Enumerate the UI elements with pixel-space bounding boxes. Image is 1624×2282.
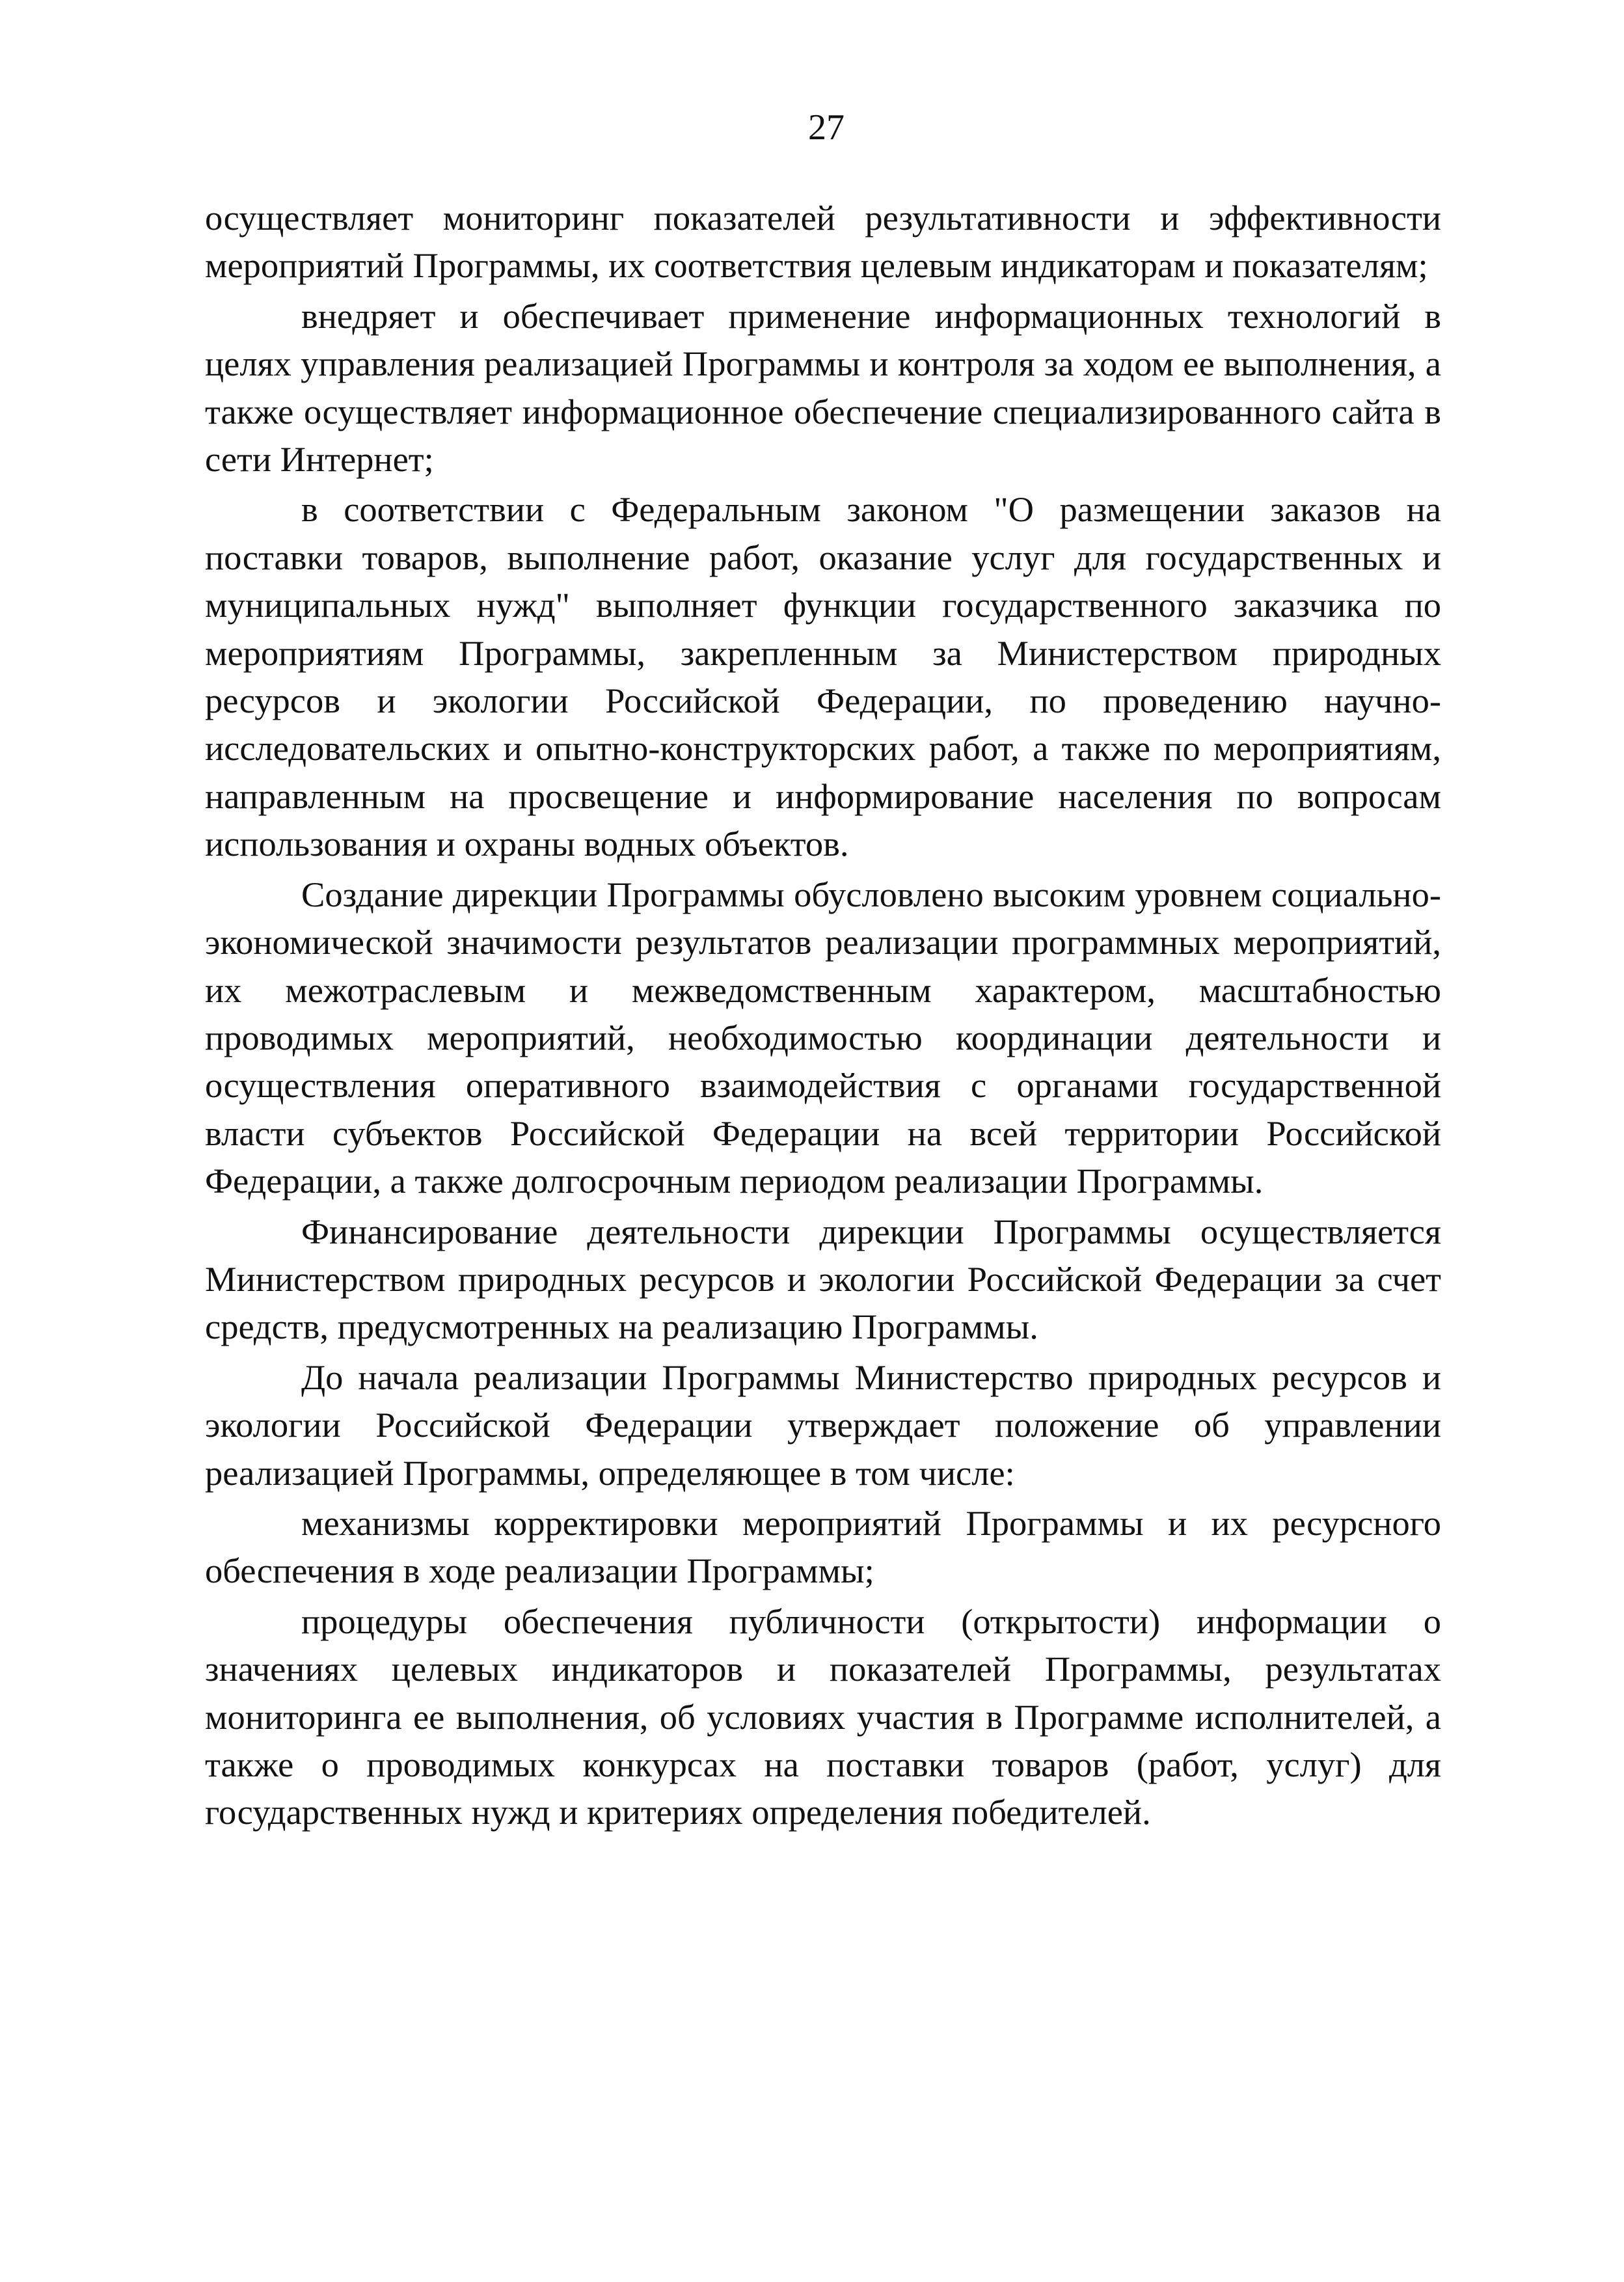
paragraph-directorate-creation: Создание дирекции Программы обусловлено высоким уровнем социально-экономической значимости результатов реализации программных мероприятий, их межотраслевым и межведомственным характером, масштабностью проводимых мероприятий, необходимостью координации деятельности и осуществления оперативного взаимодействия с органами государственной власти субъектов Российской Федерации на всей территории Российской Федерации, а также долгосрочным периодом реализации Программы. xyxy=(205,874,1441,1201)
paragraph-publicity-procedures: процедуры обеспечения публичности (открытости) информации о значениях целевых индикаторов и показателей Программы, результатах мониторинга ее выполнения, об условиях участия в Программе исполнителей, а также о проводимых конкурсах на поставки товаров (работ, услуг) для государственных нужд и критериях определения победителей. xyxy=(205,1601,1441,1832)
document-body xyxy=(205,194,1441,1839)
paragraph-management-regulation: До начала реализации Программы Министерство природных ресурсов и экологии Российской Федерации утверждает положение об управлении реализацией Программы, определяющее в том числе: xyxy=(205,1357,1441,1493)
paragraph-directorate-financing: Финансирование деятельности дирекции Программы осуществляется Министерством природных ресурсов и экологии Российской Федерации за счет средств, предусмотренных на реализацию Программы. xyxy=(205,1211,1441,1347)
page-number: 27 xyxy=(808,107,845,148)
paragraph-monitoring: осуществляет мониторинг показателей результативности и эффективности мероприятий Программы, их соответствия целевым индикаторам и показателям; xyxy=(205,198,1441,286)
paragraph-information-technologies: внедряет и обеспечивает применение информационных технологий в целях управления реализацией Программы и контроля за ходом ее выполнения, а также осуществляет информационное обеспечение специализированного сайта в сети Интернет; xyxy=(205,295,1441,480)
paragraph-state-customer-functions: в соответствии с Федеральным законом "О размещении заказов на поставки товаров, выполнение работ, оказание услуг для государственных и муниципальных нужд" выполняет функции государственного заказчика по мероприятиям Программы, закрепленным за Министерством природных ресурсов и экологии Российской Федерации, по проведению научно-исследовательских и опытно-конструкторских работ, а также по мероприятиям, направленным на просвещение и информирование населения по вопросам использования и охраны водных объектов. xyxy=(205,489,1441,864)
paragraph-adjustment-mechanisms: механизмы корректировки мероприятий Программы и их ресурсного обеспечения в ходе реализации Программы; xyxy=(205,1502,1441,1591)
